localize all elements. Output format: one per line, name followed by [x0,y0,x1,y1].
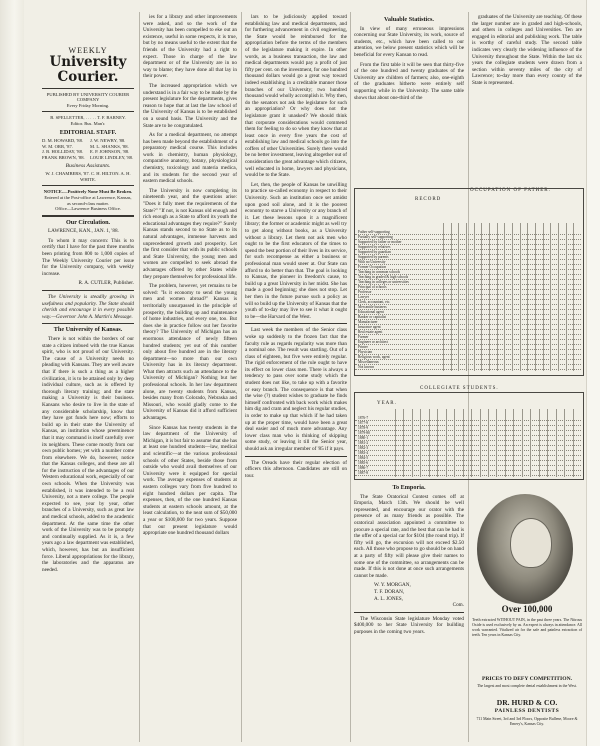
circulation-dateline: LAWRENCE, KAN., JAN. 1, '88. [48,228,119,235]
table-column-rule [566,223,567,371]
staff-name: M. L. SHANKS, '88. [90,143,129,149]
table-column-rule [474,223,475,371]
table-column-rule [512,223,513,371]
masthead-weekly: WEEKLY [68,46,108,55]
office-line: Office—Lawrence Business Office. [55,206,121,212]
table-row-label: Real estate agent [358,330,383,334]
governor-quote: The University is steadily growing in usefulness and popularity. The State should cherish and encourage it in every possible way.—Governor John A. Martin's Message. [42,294,134,320]
circulation-text: To whom it may concern: This is to certify that I have for the past three months been printing from 800 to 1,000 copies of The Weekly University Courier per issue for the University company, with weekly increase. [42,237,134,277]
table-column-rule [395,409,396,477]
table1-title: OCCUPATION OF FATHER. [470,188,551,193]
table1-left-label: RECORD [415,197,442,202]
table2-left-label: YEAR. [377,401,397,406]
editors-line: B. SPELLETTER, . . . . . T. F. BARNEY. [50,115,126,121]
table-column-rule [488,409,489,477]
binding-edge [0,0,24,746]
table-row-label: Supported by guardian [358,250,391,254]
column-1 [42,14,134,742]
table-row-rule [355,289,581,290]
table-row-rule [355,314,581,315]
table-row-label: Supported by parents [358,255,389,259]
table-column-rule [550,223,551,371]
table-row-label: Mercantile business [358,305,387,309]
table-row-rule [355,349,581,350]
article-paragraph: The increased appropriation which we understand is in a fair way to be made by the present legislature for the departments, gives reason to hope that at last the law school of the University of Kansas is to be established on a sound basis. The University and the State are to be congratulated. [143,82,237,129]
table-row-label: Supported by relatives [358,245,391,249]
table-row-label: Teaching in common schools [358,270,400,274]
article-paragraph: lars to be judiciously applied toward establishing law and medical departments, and for furthering advancement in civil engineering, the State would be reimbursed for the appropriation before the terms of the members of the legislature making it expire. In other words, as a business transaction, the law and medical departments would pay a profit of just fifty per cent. on the investment, for one hundred thousand dollars would go a great way toward indeed establishing in a creditable manner those branches of our University; two hundred thousand would wholly accomplish it. Why then, do the senators not ask the legislature for such an appropriation? Or why does not the legislature grant it unasked? We should think that corporate considerations would commend them for feeling to do so when they know that at least once in every five years the cost of establishing law and medical schools go into the coffers of other Universities. Surely there would be no better investment, leaving altogether out of consideration the great advantage which citizens, well educated in home, lawyers and physicians, would be to the State. [245,14,347,179]
committee-signers [374,582,464,608]
circulation-signer: R. A. CUTLER, Publisher. [78,280,134,287]
article-paragraph: Since Kansas has twenty students in the law department of the University of Michigan, it is but fair to assume that she has at least one hundred students—law, medical and scientific—at the various professional schools of other States, beside those from outside who would avail themselves of our University were it equipped for special work. The average expenses of students at eastern colleges vary from five hundred to eight hundred dollars per capita. The expenses, then, of the one hundred Kansas students at eastern schools amount, at the least calculation, to the neat sum of $50,000 a year or $100,000 for two years. Suppose that our present legislature would appropriate one hundred thousand dollars [143,424,237,537]
table-row-rule [355,259,581,260]
table-row-label: Clerk, accountant, etc. [358,300,391,304]
oreads-item: The Oreads have their regular election of officers this afternoon. Candidates are still on tour. [245,459,347,479]
table-row-label: Father self-supporting [358,230,390,234]
table-row-label: Former Occupation [358,265,387,269]
table-row-label: Farmer [358,335,369,339]
table-column-rule [480,409,481,477]
table-column-rule [556,409,557,477]
staff-name: J. W. NEWBY, '88. [90,138,126,144]
statistics-body: From the first table it will be seen that thirty-five of the one hundred and twenty graduates of the University are children of farmers; also, one-eighth of the graduates hitherto were entirely self supporting while in the University. The same table shows that about one-third of the [354,61,464,101]
staff-name: D. M. HOWARD, '88. [42,138,84,144]
circulation-heading: Our Circulation. [65,218,111,226]
table-column-rule [497,223,498,371]
table-row-label: Educational agent [358,310,384,314]
ad-firm-name: DR. HURD & CO. [496,698,558,707]
occupation-table [354,188,584,376]
masthead-title: University Courier. [49,53,127,85]
editorial-staff-heading: EDITORIAL STAFF. [59,128,117,136]
article-paragraph: ies for a library and other improvements were asked, and so the work of the University has been compelled to eke out an existence, useful in some respects, it is true, but by no means useful to the extent that the friends of the University had a right to expect. Those in charge of the law department or of the University are in no way to blame; they have done all that lay in their power. [143,14,237,80]
table-column-rule [437,409,438,477]
table-row-rule [355,309,581,310]
column-2 [143,14,237,742]
column-3 [245,14,347,742]
table-column-rule [573,409,574,477]
university-article-heading: The University of Kansas. [53,326,123,334]
notice-body: Entered at the Post-office at Lawrence, Kansas, as second-class matter. [44,194,132,206]
ad-headline: Over 100,000 [501,604,553,614]
table-column-rule [403,409,404,477]
article-paragraph: As for a medical department, no attempt has been made beyond the establishment of a preparatory medical course. This includes work in chemistry, human physiology, comparative anatomy, botany, physiological chemistry, toxicology and materia medica, and its students for the second year of eastern medical schools. [143,132,237,185]
table-row-rule [355,364,581,365]
table-column-rule [573,223,574,371]
table-row-label: Lawyer [358,295,369,299]
table-column-rule [530,409,531,477]
wisconsin-item: The Wisconsin State legislature Monday voted $400,000 to her State University for building purposes in the coming two years. [354,615,464,635]
table-column-rule [539,409,540,477]
table-row-label: 1887-8 [358,471,369,475]
business-assistants-heading: Business Assistants. [65,162,111,169]
table-row-rule [355,334,581,335]
signer-role: Com. [452,602,464,609]
table-row-label: Principal of schools [358,285,387,289]
table-row-label: 1880-1 [358,436,369,440]
signer-name: A. L. JONES, [374,595,403,602]
table-row-label: 1884-5 [358,456,369,460]
table-row-label: Teaching in colleges or universities [358,280,409,284]
ad-price-text: The largest and most complete dental establishment in the West. [477,684,577,688]
table-row-label: Miscellaneous [358,360,379,364]
table-column-rule [543,223,544,371]
table-column-rule [481,223,482,371]
column-rule [350,12,351,742]
portrait-engraving [477,494,573,604]
statistics-heading: Valuable Statistics. [384,16,434,23]
publisher-line: PUBLISHED BY UNIVERSITY COURIER COMPANY [46,91,130,103]
article-paragraph: The problem, however, yet remains to be solved: "Is it economy to send the young men and women abroad?" Kansas is territorially unsurpassed in the principle of prosperity, the building up and maintenance of home industries, and every one, too. But does she in practice follow out her favorite theory? The University of Michigan has an enormous attendance of newly fifteen hundred students; yet out of this number only about five hundred are in the literary department—no more than our own University has in its literary department. What then attracts such an attendance to the University of Michigan? Nothing but her professional schools. In her law department alone, are twenty students from Kansas, besides many from Colorado, Nebraska and Missouri, who would gladly come to the University of Kansas did it afford sufficient advantages. [143,283,237,422]
editors-roles: Editor. Bus. Man'r. [70,120,106,126]
table-row-label: Professor [358,290,372,294]
collegiate-students-table [354,392,584,480]
staff-name: FRANK BROWN, '88. [42,154,85,160]
table-column-rule [535,223,536,371]
table-row-label: 1877-8 [358,421,369,425]
column-rule [468,12,469,742]
signer-name: T. F. DORAN, [374,588,405,595]
table-row-label: Supported by father or mother [358,240,402,244]
table-column-rule [458,223,459,371]
table-column-rule [564,409,565,477]
ad-firm-subtitle: PAINLESS DENTISTS [494,708,560,714]
university-article-body: There is not within the borders of our state a citizen imbued with the true Kansas spirit, who is not proud of our University. The cause of a University needs no pleading with Kansans. They are well aware that if there is such a thing as a higher civilization, it is to be attained only by deep individual culture, such as is offered by thorough literary training; and the state making a University is their business. Kansans who desire to live in the state of any considerable scholarship, know that they have got funds here now; efforts to build up in their state the University of Kansas, an institution whose preeminence that it may command is itself carefully over its neighbors. These come mostly from our own public homes; yet with a number come from elsewhere. We do, however, notice that the Kansas colleges, and these are all for the instruction of the advantages of our Western educational work, especially of our own schools. When the University was established, it was intended to be a real University, not a mere college. The people expected to see, year by year, other branches of a University, such as great law and medical schools, added to the academic department. At the same time the other work of the University was to be promptly and continually supplied. As it is, a few years ago a law department was established, which, however, has but an insufficient force. Liberal appropriations for the library, the laboratories and the apparatus are needed. [42,336,134,573]
staff-name: LOUIE LINDLEY, '88. [90,154,134,160]
emporia-heading: To Emporia. [392,484,426,491]
publish-day: Every Friday Morning. [66,102,110,108]
table-column-rule [412,409,413,477]
table-row-label: 1881-2 [358,441,369,445]
table-column-rule [527,223,528,371]
table-row-label: Banker or capitalist [358,315,387,319]
editorial-staff-list [42,138,134,160]
staff-name: W. M. ORR, '87. [42,143,73,149]
article-paragraph: Let, then, the people of Kansas be unwilling to practice so-called economy in respect to their University. Such an institution once set amidst upon good soil alone, and it is the poorest economy to starve a University or any branch of it. Let these lessons upon it a magnificent library; the former or academic might as well try to get along without books, as a University without a library. Let them not ask men who ought to be the first educators of the times to spend the best portion of their lives in its service, for such recompense as either a business or professional man would sneer at. Our State can afford to do better than that. The goal is looking to Kansas, the pioneer in freedom's cause, to build up a great University in her midst. She has made a good beginning; she does not stop. Let her then in the future pursue such a policy as will so build up the University of Kansas that the youth of to-day may live to see it what it ought to be—the Harvard of the West. [245,181,347,320]
portrait-face [510,518,552,568]
table-column-rule [446,409,447,477]
table-column-rule [522,409,523,477]
table-column-rule [454,409,455,477]
table-row-rule [355,324,581,325]
table-column-rule [489,223,490,371]
table-row-rule [355,319,581,320]
table-column-rule [443,223,444,371]
table-column-rule [471,409,472,477]
staff-name: J. B. HOLLIDAY, '88. [42,149,84,155]
signer-name: W. Y. MORGAN, [374,582,411,589]
table-row-rule [355,294,581,295]
table-column-rule [429,409,430,477]
senior-class-item: Last week the members of the Senior class woke up suddenly to the frozen fact that the faculty rule as regards regularity was more than a nominal one. The result was startling. Out of a class of eighteen, but five were entirely regular. The rigid enforcement of the rule ought to have its effect on lower class men. There is always a tendency to pass over some study which the student does not like, to take up with a favorite or easy branch. The consequence is that when the wise (?) student wishes to graduate he finds himself confronted with back work which makes him dig and cram and neglect his regular studies, in order to make up that which if he had taken up at the proper time, would have been a great deal easier and of much more advantage. Any lower class man who is thinking of skipping some study, or leaving it till the Senior year, should ask an irregular member of '85 if it pays. [245,327,347,452]
table-column-rule [558,223,559,371]
table-column-rule [420,409,421,477]
table2-title: COLLEGIATE STUDENTS. [420,386,499,391]
table-row-label: 1882-3 [358,446,369,450]
notice-heading: NOTICE.—Positively None Must Be Broken. [43,189,133,195]
table-row-label: Partially self-supporting [358,235,393,239]
table-column-rule [451,223,452,371]
ad-address: 711 Main Street, 3rd and 3rd Floors, Opposite Bullene, Moore & Emery's, Kansas City. [476,717,578,726]
next-page-edge [586,0,600,746]
table-column-rule [505,409,506,477]
table-row-rule [355,369,581,370]
table-row-label: Manufacturer [358,320,378,324]
table-row-label: 1878-9 [358,426,369,430]
table-row-label: 1886-7 [358,466,369,470]
table-row-rule [355,264,581,265]
table-column-rule [520,223,521,371]
article-paragraph: The University is now completing its nineteenth year, and the questions arise: "Does it fully meet the requirements of the State?" "If not, is not Kansas old enough and rich enough as a State to afford its youth the educational advantages they require?" Surely Kansas stands second to no State as to its natural advantages, immense harvests and unprecedented growth and prosperity. Let the first consider that with its public schools and State University, the young men and women are compelled to seek abroad the advantages offered by other States while they prepare themselves for professional life. [143,187,237,280]
table-column-rule [496,409,497,477]
table-column-rule [463,409,464,477]
column-rule [241,12,242,742]
statistics-continued: graduates of the University are teaching. Of these the larger number are in graded and high-schools, and others in colleges and Universities. Ten are engaged in editorial and publishing work. The table is worthy of careful study. The second table indicates very clearly the widening influence of the University throughout the State. Within the last six years the collegiate students were drawn from a section within seventy miles of the city of Lawrence; to-day more than every county of the State is represented. [472,14,582,86]
table-row-label: Physician [358,350,372,354]
table-row-label: With no University [358,260,386,264]
table-row-label: Printer [358,345,368,349]
dentist-advertisement [472,494,582,740]
table-column-rule [547,409,548,477]
column-4-bottom [354,482,464,740]
table-column-rule [466,223,467,371]
table-row-rule [355,344,581,345]
table-row-label: Not known [358,365,375,369]
table-row-label: 1876-7 [358,416,369,420]
table-row-rule [355,339,581,340]
table-column-rule [504,223,505,371]
table-row-label: 1883-4 [358,451,369,455]
ad-text: Teeth extracted WITHOUT PAIN, in the past three years. The Nitrous Oxide is used exclusively by us. An expert is always in attendance. All work warranted. Vitalized air for the safe and painless extraction of teeth. Ten years in Kansas City. [472,618,582,637]
emporia-body: The State Oratorical Contest comes off at Emporia, March 13th. We should be well represented, and encourage our orator with the presence of as many friends as possible. The oratorical association appointed a committee to procure a special rate, and the best that can be had is the offer of a special car for $104 (the round trip). If fifty will go, the excursion will not exceed $2.50 each. All those who propose to go should be on hand at a party of fifty will please give their names to some one of the committee, so arrangements can be made. If this is not done at once such arrangements cannot be made. [354,493,464,579]
table-row-label: 1879-80 [358,431,370,435]
column-5-top [472,14,582,174]
statistics-intro: In view of many erroneous impressions concerning our State University, its work, source of students, etc., which have been called to our attention, we below present statistics which will be beneficial for every Kansan to read. [354,25,464,58]
business-assistants: W. J. CHAMBERS, '87. C. H. HILTON. A. H. WHITE. [45,171,131,182]
column-4-top [354,14,464,180]
table-row-label: Engineer or architect [358,340,389,344]
table-row-label: Religious work, agent [358,355,390,359]
table-row-rule [355,329,581,330]
column-rule [139,12,140,742]
table-row-label: Teaching in graded & high schools [358,275,409,279]
staff-name: E. P. JOHNSON, '88. [90,149,130,155]
ad-price-heading: PRICES TO DEFY COMPETITION. [481,676,573,682]
table-row-label: 1885-6 [358,461,369,465]
table-column-rule [513,409,514,477]
table-row-label: Insurance agent [358,325,381,329]
